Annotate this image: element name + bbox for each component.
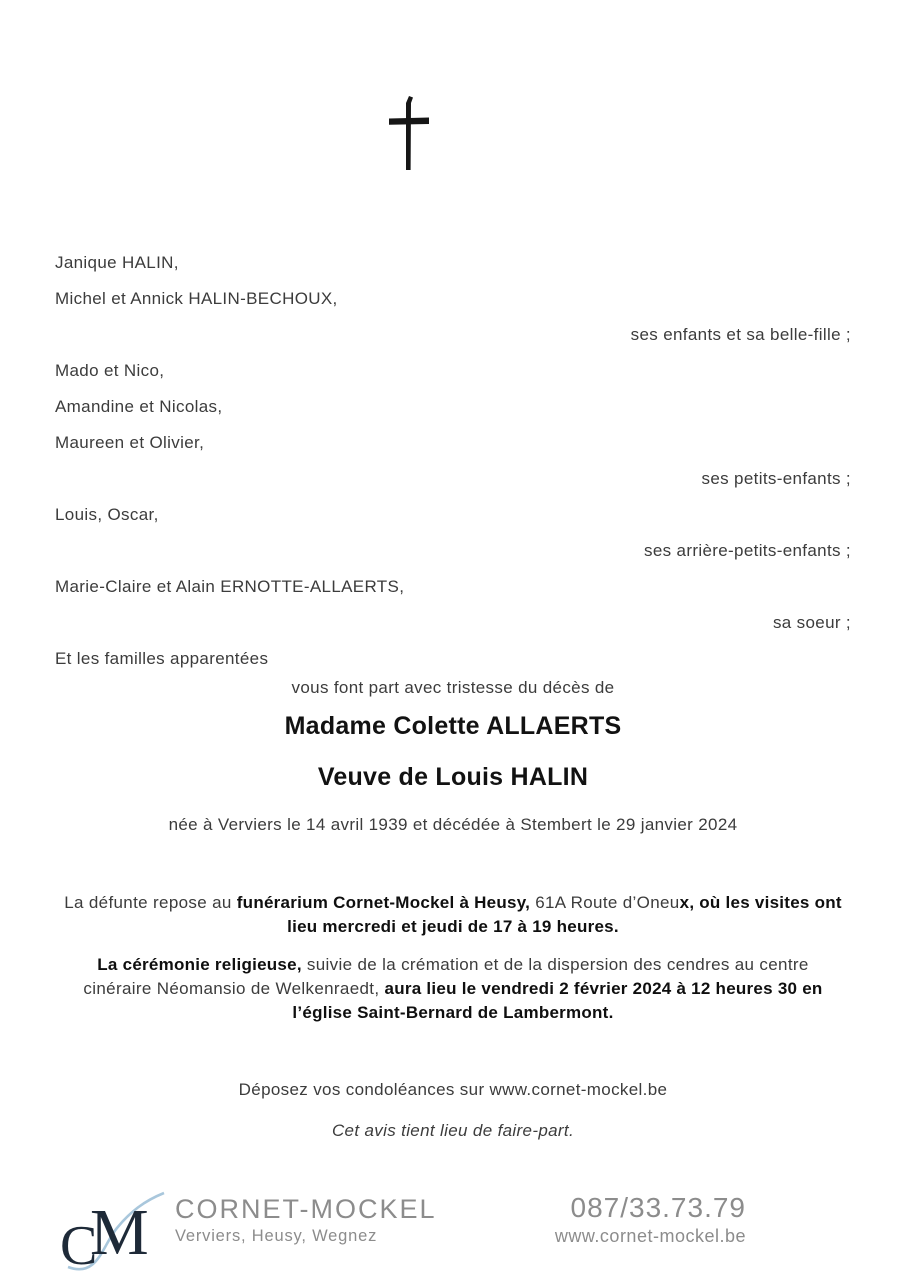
cornet-mockel-logo: [60, 1184, 168, 1280]
ceremony-paragraph: [55, 953, 851, 1025]
family-member-line: Louis, Oscar,: [55, 505, 159, 524]
company-locations: Verviers, Heusy, Wegnez: [175, 1227, 378, 1245]
phone-number: 087/33.73.79: [570, 1192, 746, 1223]
company-block: [175, 1194, 437, 1246]
ceremony-text: suivie de la crémation et de la dispersion des cendres au centre cinéraire Néomansio de Welkenraedt,: [83, 955, 809, 998]
family-member-line: Marie-Claire et Alain ERNOTTE-ALLAERTS,: [55, 577, 405, 596]
ceremony-title-bold: La cérémonie religieuse,: [97, 955, 302, 974]
deceased-subtitle: Veuve de Louis HALIN: [317, 763, 589, 791]
repose-visits-bold: x, où les visites ont lieu mercredi et jeudi de 17 à 19 heures.: [287, 893, 842, 936]
family-member-line: Amandine et Nicolas,: [55, 397, 223, 416]
family-member-line: Mado et Nico,: [55, 361, 165, 380]
family-member-line: Michel et Annick HALIN-BECHOUX,: [55, 289, 338, 308]
company-name: CORNET-MOCKEL: [175, 1194, 437, 1224]
relation-label: ses arrière-petits-enfants ;: [644, 541, 851, 560]
repose-address: 61A Route d’Oneu: [530, 893, 680, 912]
cross-icon: [386, 90, 432, 179]
family-member-line: Janique HALIN,: [55, 253, 179, 272]
family-member-line: Et les familles apparentées: [55, 649, 269, 668]
repose-text: La défunte repose au: [64, 893, 237, 912]
ceremony-date-bold: aura lieu le vendredi 2 février 2024 à 12 heures 30 en l’église Saint-Bernard de Lambermont.: [292, 979, 823, 1022]
family-member-line: Maureen et Olivier,: [55, 433, 205, 452]
relation-label: ses enfants et sa belle-fille ;: [630, 325, 851, 344]
relation-label: ses petits-enfants ;: [701, 469, 851, 488]
faire-part-notice: Cet avis tient lieu de faire-part.: [331, 1121, 575, 1140]
relation-label: sa soeur ;: [772, 613, 851, 632]
announcement-intro: vous font part avec tristesse du décès de: [291, 678, 615, 697]
repose-funerarium-bold: funérarium Cornet-Mockel à Heusy,: [236, 893, 531, 912]
repose-paragraph: [55, 891, 851, 939]
deceased-name: Madame Colette ALLAERTS: [284, 712, 622, 740]
condolences-line: Déposez vos condoléances sur www.cornet-mockel.be: [238, 1080, 668, 1099]
family-list: [55, 245, 851, 677]
logo-letter-c: C: [60, 1215, 98, 1277]
logo-letter-m: M: [90, 1196, 149, 1269]
contact-block: [555, 1192, 746, 1247]
life-dates: née à Verviers le 14 avril 1939 et décédée à Stembert le 29 janvier 2024: [168, 815, 738, 834]
website-url: www.cornet-mockel.be: [554, 1226, 746, 1246]
footer: [0, 1184, 905, 1280]
